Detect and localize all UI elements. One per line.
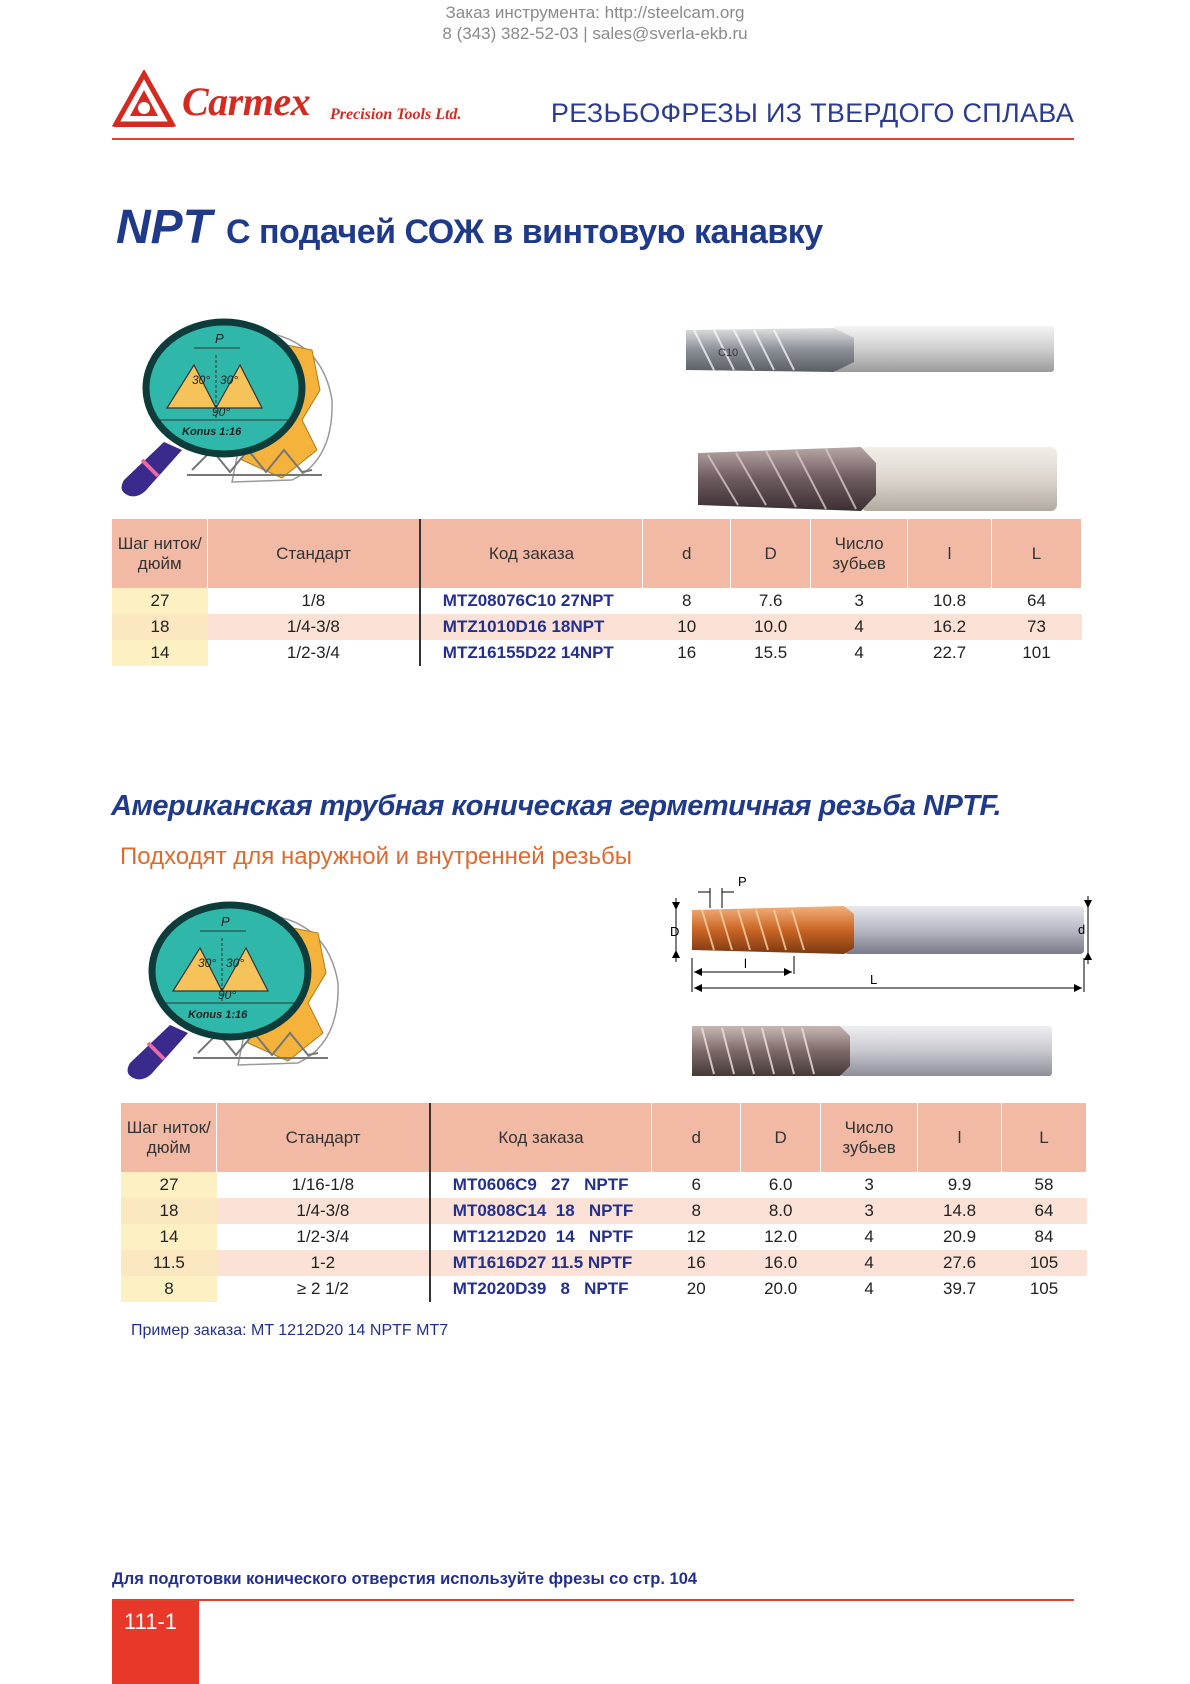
cell-l-large: 64 (1002, 1198, 1087, 1224)
order-example: Пример заказа: MT 1212D20 14 NPTF MT7 (131, 1322, 449, 1339)
npt-diagram-angle-90: 90° (212, 405, 231, 419)
table-row (121, 1172, 1087, 1198)
cell-l-large: 58 (1002, 1172, 1087, 1198)
cell-teeth: 4 (821, 1276, 918, 1302)
logo-triangle-icon (112, 70, 176, 132)
nptf-diagram-angle-90: 90° (218, 988, 237, 1002)
cell-l-small: 10.8 (908, 588, 992, 614)
cell-order-code: MTZ1010D16 18NPT (420, 614, 643, 640)
cell-pitch: 14 (121, 1224, 217, 1250)
npt-heading (116, 200, 823, 255)
cell-d-large: 10.0 (731, 614, 811, 640)
cell-teeth: 4 (821, 1250, 918, 1276)
cell-teeth: 3 (821, 1172, 918, 1198)
cell-pitch: 11.5 (121, 1250, 217, 1276)
cell-d-large: 7.6 (731, 588, 811, 614)
cell-pitch: 27 (112, 588, 208, 614)
col-teeth: Число зубьев (821, 1103, 918, 1172)
col-d-small: d (643, 519, 731, 588)
col-pitch: Шаг ниток/ дюйм (112, 519, 208, 588)
cell-l-small: 39.7 (918, 1276, 1002, 1302)
dim-label-p: P (738, 874, 747, 889)
dim-label-D: D (670, 924, 680, 939)
cell-standard: 1/4-3/8 (217, 1198, 430, 1224)
footer-divider (112, 1599, 1074, 1601)
npt-diagram-angle-right: 30° (220, 373, 239, 387)
cell-teeth: 4 (811, 614, 908, 640)
dim-label-l: l (744, 956, 747, 971)
cell-l-large: 64 (992, 588, 1082, 614)
col-teeth: Число зубьев (811, 519, 908, 588)
cell-d-large: 8.0 (741, 1198, 821, 1224)
col-d-large: D (741, 1103, 821, 1172)
cell-standard: 1/2-3/4 (217, 1224, 430, 1250)
nptf-thread-magnifier-diagram (118, 893, 348, 1083)
cell-l-large: 73 (992, 614, 1082, 640)
cell-d-large: 16.0 (741, 1250, 821, 1276)
cell-pitch: 27 (121, 1172, 217, 1198)
table-row (112, 640, 1082, 666)
section-title: РЕЗЬБОФРЕЗЫ ИЗ ТВЕРДОГО СПЛАВА (550, 98, 1074, 128)
cell-pitch: 18 (121, 1198, 217, 1224)
cell-teeth: 3 (821, 1198, 918, 1224)
cell-standard: ≥ 2 1/2 (217, 1276, 430, 1302)
cell-d-large: 20.0 (741, 1276, 821, 1302)
col-d-small: d (652, 1103, 741, 1172)
nptf-diagram-angle-right: 30° (226, 956, 245, 970)
npt-diagram-angle-left: 30° (192, 373, 211, 387)
cell-teeth: 3 (811, 588, 908, 614)
npt-tool-image-2 (696, 443, 1060, 515)
table-row (112, 588, 1082, 614)
nptf-diagram-p-label: P (221, 914, 230, 929)
col-l-large: L (992, 519, 1082, 588)
npt-tool-marking: C10 (718, 347, 739, 359)
cell-order-code: MT1212D20 14 NPTF (430, 1224, 652, 1250)
cell-l-small: 16.2 (908, 614, 992, 640)
npt-table-header-row (112, 519, 1082, 588)
cell-pitch: 8 (121, 1276, 217, 1302)
brand-name: Carmex (182, 79, 311, 124)
cell-l-small: 14.8 (918, 1198, 1002, 1224)
page-header (112, 68, 1074, 140)
cell-d-small: 20 (652, 1276, 741, 1302)
cell-d-small: 8 (643, 588, 731, 614)
cell-d-large: 15.5 (731, 640, 811, 666)
contact-line-2: 8 (343) 382-52-03 | sales@sverla-ekb.ru (442, 24, 748, 43)
nptf-table-header-row (121, 1103, 1087, 1172)
nptf-diagram-angle-left: 30° (198, 956, 217, 970)
contact-line-1: Заказ инструмента: http://steelcam.org (445, 3, 745, 22)
cell-d-small: 8 (652, 1198, 741, 1224)
table-row (112, 614, 1082, 640)
cell-l-large: 105 (1002, 1250, 1087, 1276)
nptf-diagram-konus: Konus 1:16 (188, 1009, 248, 1021)
npt-tool-image-1 (684, 320, 1056, 378)
cell-order-code: MTZ08076C10 27NPT (420, 588, 643, 614)
cell-pitch: 14 (112, 640, 208, 666)
cell-l-large: 84 (1002, 1224, 1087, 1250)
cell-d-large: 6.0 (741, 1172, 821, 1198)
cell-standard: 1/4-3/8 (208, 614, 420, 640)
col-pitch: Шаг ниток/ дюйм (121, 1103, 217, 1172)
col-order-code: Код заказа (430, 1103, 652, 1172)
nptf-subheading: Подходят для наружной и внутренней резьбы (120, 843, 633, 870)
page-number: 111-1 (124, 1609, 178, 1634)
cell-pitch: 18 (112, 614, 208, 640)
npt-heading-text: С подачей СОЖ в винтовую канавку (226, 213, 823, 251)
cell-l-large: 105 (1002, 1276, 1087, 1302)
cell-order-code: MT2020D39 8 NPTF (430, 1276, 652, 1302)
col-l-small: l (908, 519, 992, 588)
cell-order-code: MT0808C14 18 NPTF (430, 1198, 652, 1224)
cell-standard: 1/2-3/4 (208, 640, 420, 666)
cell-standard: 1/8 (208, 588, 420, 614)
cell-l-small: 9.9 (918, 1172, 1002, 1198)
cell-l-small: 27.6 (918, 1250, 1002, 1276)
cell-l-small: 22.7 (908, 640, 992, 666)
npt-diagram-p-label: P (215, 331, 224, 346)
carmex-logo (112, 70, 492, 132)
cell-d-large: 12.0 (741, 1224, 821, 1250)
cell-order-code: MTZ16155D22 14NPT (420, 640, 643, 666)
col-l-large: L (1002, 1103, 1087, 1172)
table-row (121, 1250, 1087, 1276)
npt-diagram-konus: Konus 1:16 (182, 426, 242, 438)
nptf-tool-image (690, 1020, 1054, 1080)
col-standard: Стандарт (208, 519, 420, 588)
dim-label-d: d (1078, 922, 1086, 937)
cell-teeth: 4 (821, 1224, 918, 1250)
npt-heading-code: NPT (116, 201, 212, 254)
col-l-small: l (918, 1103, 1002, 1172)
nptf-heading: Американская трубная коническая герметичная резьба NPTF. (111, 790, 1002, 822)
cell-standard: 1-2 (217, 1250, 430, 1276)
col-order-code: Код заказа (420, 519, 643, 588)
footer-note: Для подготовки конического отверстия используйте фрезы со стр. 104 (112, 1570, 698, 1588)
cell-l-large: 101 (992, 640, 1082, 666)
col-d-large: D (731, 519, 811, 588)
table-row (121, 1276, 1087, 1302)
cell-d-small: 16 (652, 1250, 741, 1276)
col-standard: Стандарт (217, 1103, 430, 1172)
page-number-box (112, 1601, 199, 1684)
contact-block (0, 2, 1190, 44)
table-row (121, 1198, 1087, 1224)
nptf-tool-dimension-drawing (664, 868, 1094, 998)
table-row (121, 1224, 1087, 1250)
brand-subtitle: Precision Tools Ltd. (330, 106, 462, 123)
cell-order-code: MT1616D27 11.5 NPTF (430, 1250, 652, 1276)
cell-d-small: 12 (652, 1224, 741, 1250)
cell-teeth: 4 (811, 640, 908, 666)
nptf-spec-table (121, 1103, 1087, 1302)
npt-thread-magnifier-diagram (112, 310, 342, 500)
cell-order-code: MT0606C9 27 NPTF (430, 1172, 652, 1198)
cell-d-small: 16 (643, 640, 731, 666)
cell-standard: 1/16-1/8 (217, 1172, 430, 1198)
cell-d-small: 6 (652, 1172, 741, 1198)
cell-l-small: 20.9 (918, 1224, 1002, 1250)
npt-spec-table (112, 519, 1082, 666)
dim-label-L: L (870, 972, 878, 987)
cell-d-small: 10 (643, 614, 731, 640)
